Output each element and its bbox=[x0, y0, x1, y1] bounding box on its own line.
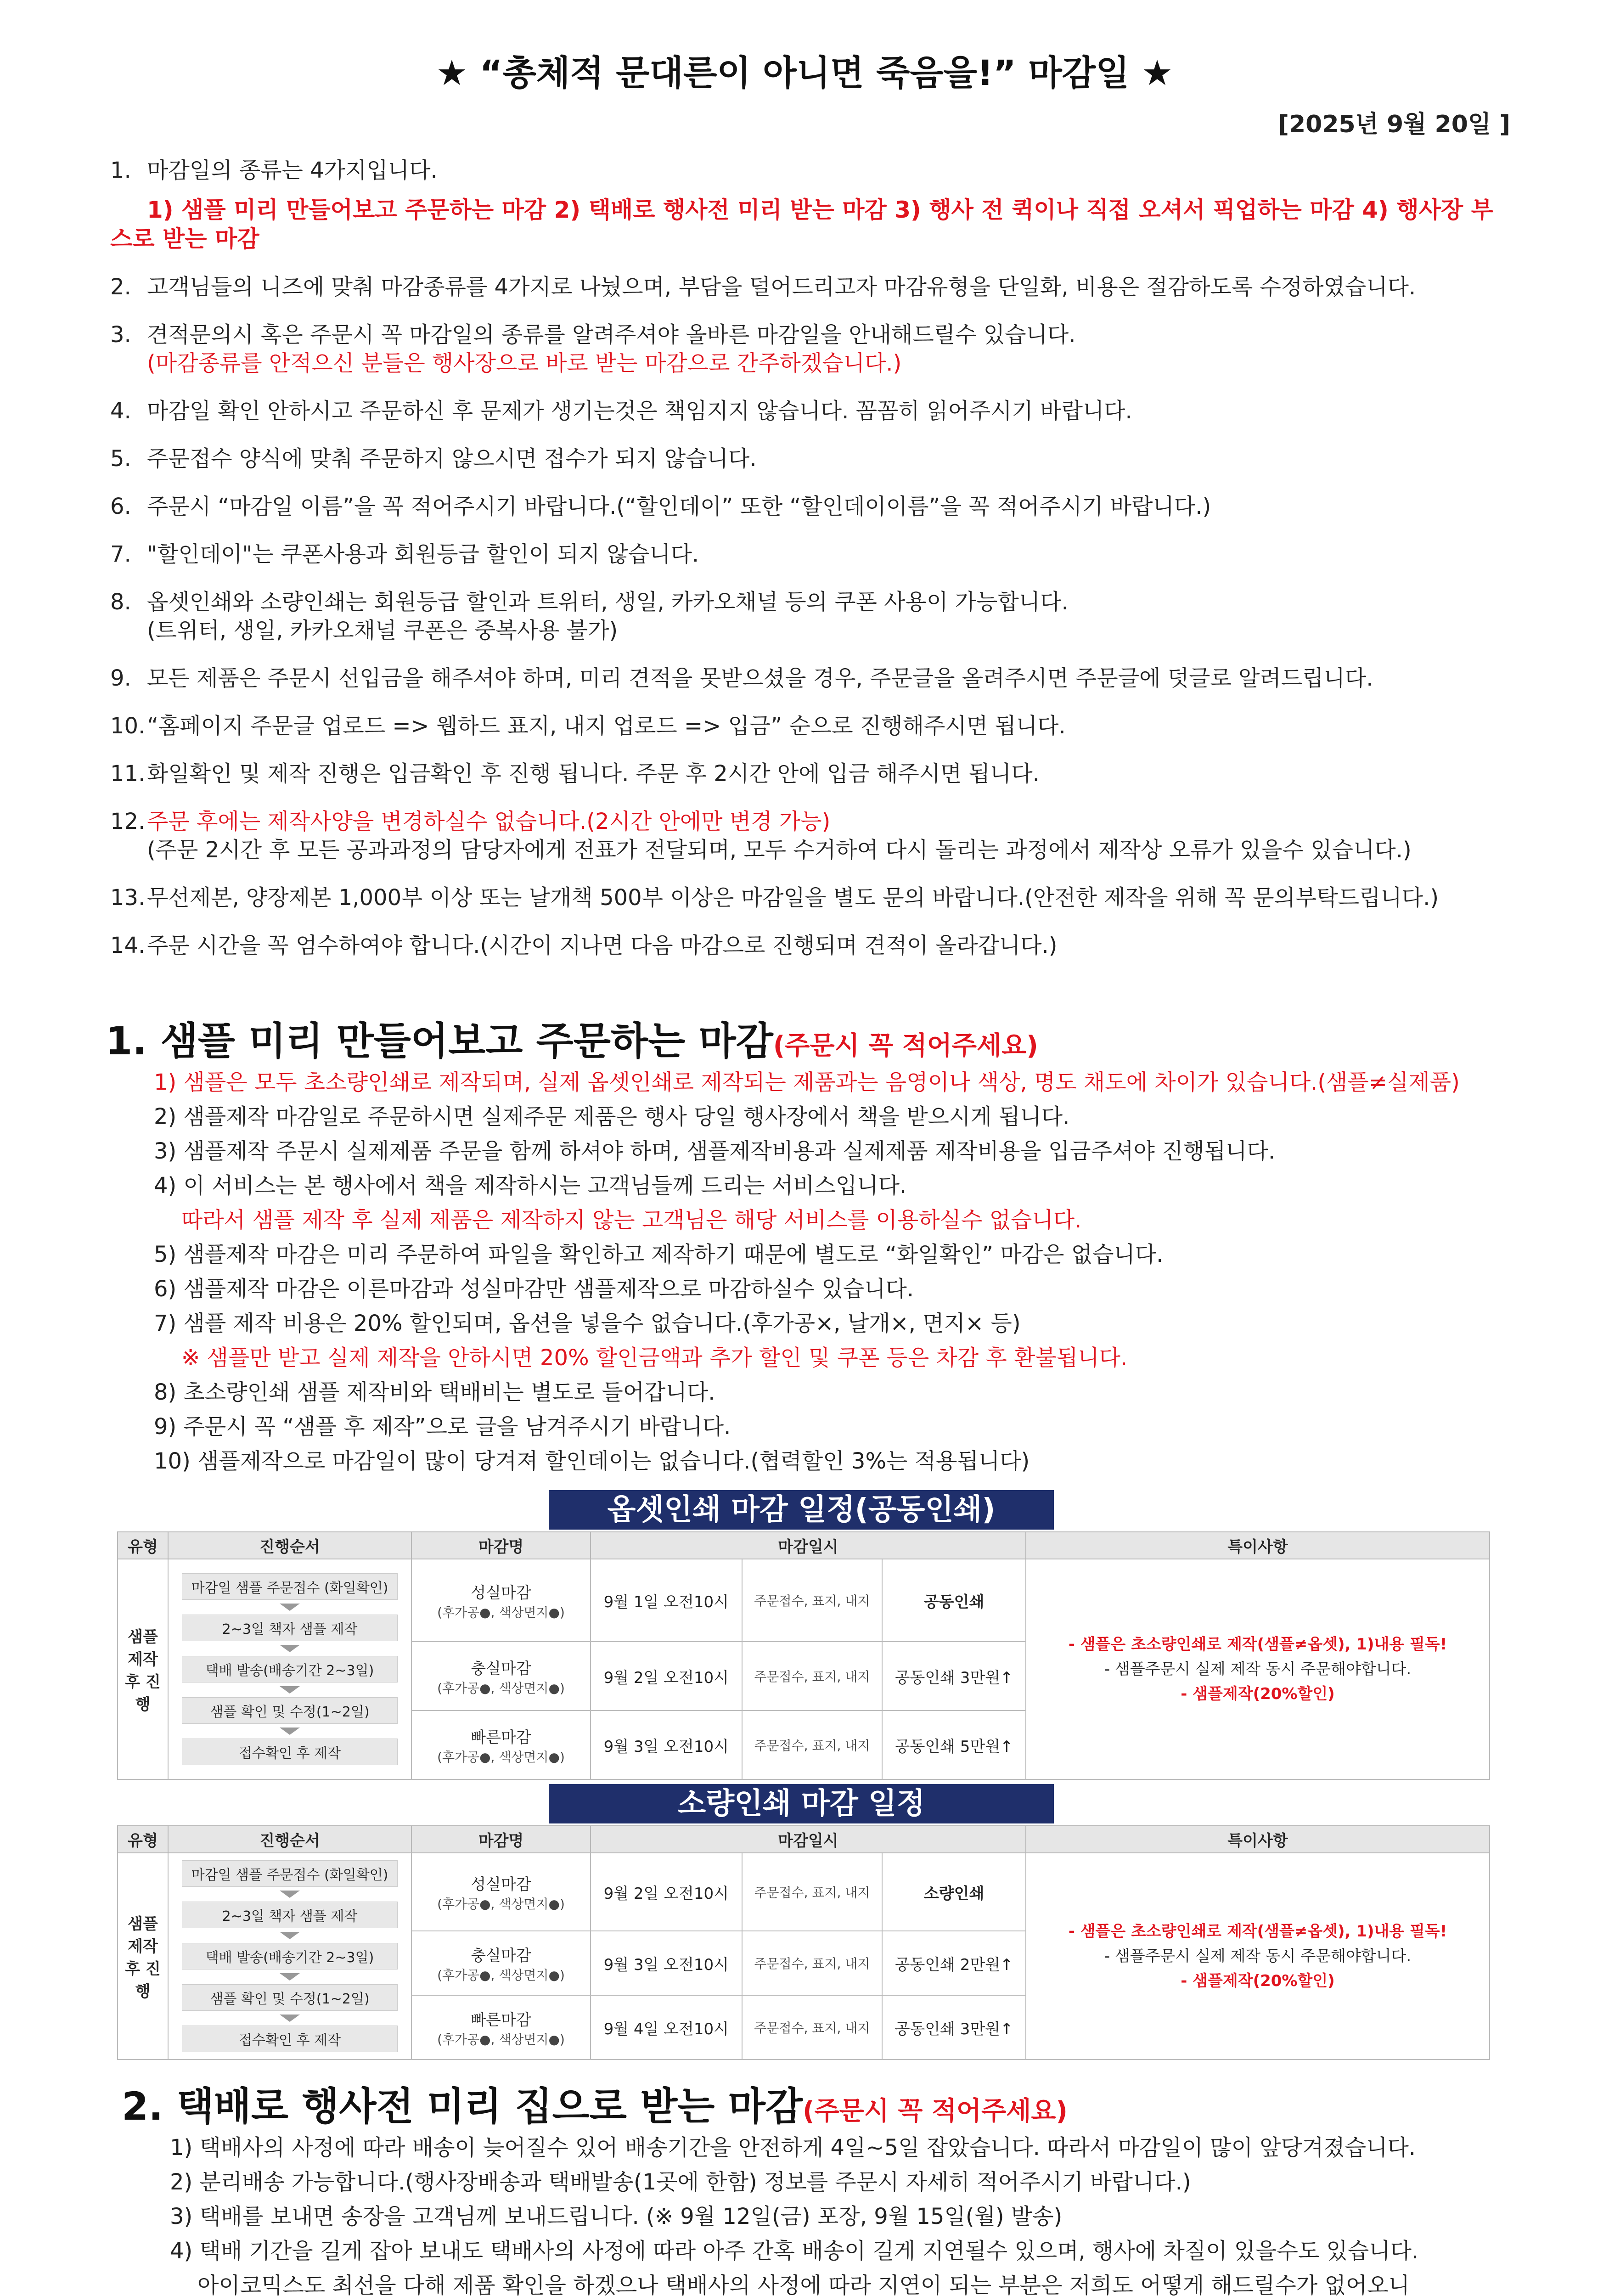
flow-step: 2~3일 책자 샘플 제작 bbox=[182, 1902, 398, 1928]
notice-item: 10.“홈페이지 주문글 업로드 => 웹하드 표지, 내지 업로드 => 입금” 순으로 진행해주시면 됩니다. bbox=[110, 713, 1066, 739]
deadline-date: 9월 2일 오전10시 bbox=[591, 1642, 742, 1711]
list-item: 3) 샘플제작 주문시 실제제품 주문을 함께 하셔야 하며, 샘플제작비용과 실제제품 제작비용을 입금주셔야 진행됩니다. bbox=[154, 1138, 1276, 1164]
deadline-spec: 주문접수, 표지, 내지 bbox=[742, 1559, 883, 1642]
remarks-cell: - 샘플은 초소량인쇄로 제작(샘플≠옵셋), 1)내용 필독! - 샘플주문시 실제 제작 동시 주문해야합니다. - 샘플제작(20%할인) bbox=[1026, 1853, 1490, 2060]
deadline-date: 9월 4일 오전10시 bbox=[591, 1995, 742, 2060]
deadline-spec: 주문접수, 표지, 내지 bbox=[742, 1853, 883, 1931]
flow-step: 샘플 확인 및 수정(1~2일) bbox=[182, 1697, 398, 1724]
col-header: 진행순서 bbox=[168, 1826, 411, 1853]
list-item: 1) 샘플은 모두 초소량인쇄로 제작되며, 실제 옵셋인쇄로 제작되는 제품과는 음영이나 색상, 명도 채도에 차이가 있습니다.(샘플≠실제품) bbox=[154, 1069, 1460, 1095]
deadline-date: 9월 3일 오전10시 bbox=[591, 1711, 742, 1779]
flow-step: 샘플 확인 및 수정(1~2일) bbox=[182, 1984, 398, 2011]
section2-list bbox=[170, 2131, 1547, 2296]
flow-step: 마감일 샘플 주문접수 (화일확인) bbox=[182, 1573, 398, 1600]
notice-item: (마감종류를 안적으신 분들은 행사장으로 바로 받는 마감으로 간주하겠습니다.) bbox=[147, 350, 902, 376]
remarks-cell: - 샘플은 초소량인쇄로 제작(샘플≠옵셋), 1)내용 필독! - 샘플주문시 실제 제작 동시 주문해야합니다. - 샘플제작(20%할인) bbox=[1026, 1559, 1490, 1779]
deadline-name: 빠른마감 (후가공●, 색상면지●) bbox=[411, 1711, 591, 1779]
deadline-spec: 주문접수, 표지, 내지 bbox=[742, 1711, 883, 1779]
list-item: 9) 주문시 꼭 “샘플 후 제작”으로 글을 남겨주시기 바랍니다. bbox=[154, 1414, 731, 1440]
notice-date: [2025년 9월 20일 ] bbox=[1278, 111, 1510, 138]
table2-banner: 소량인쇄 마감 일정 bbox=[549, 1784, 1054, 1823]
list-item: 따라서 샘플 제작 후 실제 제품은 제작하지 않는 고객님은 해당 서비스를 이용하실수 없습니다. bbox=[181, 1207, 1082, 1233]
deadline-date: 9월 1일 오전10시 bbox=[591, 1559, 742, 1642]
notice-item: 2. 고객님들의 니즈에 맞춰 마감종류를 4가지로 나눴으며, 부담을 덜어드리고자 마감유형을 단일화, 비용은 절감하도록 수정하였습니다. bbox=[110, 274, 1416, 300]
flow-step: 접수확인 후 제작 bbox=[182, 2026, 398, 2052]
deadline-spec: 주문접수, 표지, 내지 bbox=[742, 1642, 883, 1711]
notice-item: 8. 옵셋인쇄와 소량인쇄는 회원등급 할인과 트위터, 생일, 카카오채널 등의 쿠폰 사용이 가능합니다. bbox=[110, 589, 1069, 615]
deadline-name: 성실마감 (후가공●, 색상면지●) bbox=[411, 1559, 591, 1642]
list-item: 3) 택배를 보내면 송장을 고객님께 보내드립니다. (※ 9월 12일(금) 포장, 9월 15일(월) 발송) bbox=[170, 2204, 1063, 2229]
flow-cell bbox=[168, 1853, 411, 2060]
notice-item: 11.화일확인 및 제작 진행은 입금확인 후 진행 됩니다. 주문 후 2시간 안에 입금 해주시면 됩니다. bbox=[110, 761, 1040, 787]
deadline-result: 공동인쇄 bbox=[882, 1559, 1026, 1642]
notice-item: 12.주문 후에는 제작사양을 변경하실수 없습니다.(2시간 안에만 변경 가능) bbox=[110, 809, 831, 834]
notice-item: (트위터, 생일, 카카오채널 쿠폰은 중복사용 불가) bbox=[147, 618, 618, 643]
flow-step: 2~3일 책자 샘플 제작 bbox=[182, 1615, 398, 1641]
notice-item: 5. 주문접수 양식에 맞춰 주문하지 않으시면 접수가 되지 않습니다. bbox=[110, 446, 757, 472]
section1-heading: 1. 샘플 미리 만들어보고 주문하는 마감(주문시 꼭 적어주세요) bbox=[106, 1019, 1038, 1064]
list-item: 5) 샘플제작 마감은 미리 주문하여 파일을 확인하고 제작하기 때문에 별도로 “화일확인” 마감은 없습니다. bbox=[154, 1242, 1164, 1267]
flow-step: 접수확인 후 제작 bbox=[182, 1739, 398, 1765]
deadline-spec: 주문접수, 표지, 내지 bbox=[742, 1995, 883, 2060]
col-header: 특이사항 bbox=[1026, 1826, 1490, 1853]
deadline-result: 공동인쇄 3만원↑ bbox=[882, 1642, 1026, 1711]
deadline-name: 성실마감 (후가공●, 색상면지●) bbox=[411, 1853, 591, 1931]
deadline-result: 소량인쇄 bbox=[882, 1853, 1026, 1931]
col-header: 유형 bbox=[118, 1826, 168, 1853]
list-item: 4) 택배 기간을 길게 잡아 보내도 택배사의 사정에 따라 아주 간혹 배송이 길게 지연될수 있으며, 행사에 차질이 있을수도 있습니다. bbox=[170, 2238, 1419, 2264]
section1-list bbox=[154, 1065, 1531, 1479]
deadline-name: 충실마감 (후가공●, 색상면지●) bbox=[411, 1642, 591, 1711]
table1-banner: 옵셋인쇄 마감 일정(공동인쇄) bbox=[549, 1490, 1054, 1530]
col-header: 마감명 bbox=[411, 1826, 591, 1853]
notice-item: 13.무선제본, 양장제본 1,000부 이상 또는 날개책 500부 이상은 마감일을 별도 문의 바랍니다.(안전한 제작을 위해 꼭 문의부탁드립니다.) bbox=[110, 885, 1439, 911]
list-item: 아이코믹스도 최선을 다해 제품 확인을 하겠으나 택배사의 사정에 따라 지연이 되는 부분은 저희도 어떻게 해드릴수가 없어오니 bbox=[197, 2273, 1410, 2296]
notice-item: 9. 모든 제품은 주문시 선입금을 해주셔야 하며, 미리 견적을 못받으셨을 경우, 주문글을 올려주시면 주문글에 덧글로 알려드립니다. bbox=[110, 665, 1373, 691]
flow-step: 마감일 샘플 주문접수 (화일확인) bbox=[182, 1860, 398, 1887]
list-item: 8) 초소량인쇄 샘플 제작비와 택배비는 별도로 들어갑니다. bbox=[154, 1379, 715, 1405]
col-header: 마감일시 bbox=[591, 1532, 1026, 1559]
list-item: 7) 샘플 제작 비용은 20% 할인되며, 옵션을 넣을수 없습니다.(후가공×, 날개×, 면지× 등) bbox=[154, 1311, 1021, 1336]
notice-item: 4. 마감일 확인 안하시고 주문하신 후 문제가 생기는것은 책임지지 않습니다. 꼼꼼히 읽어주시기 바랍니다. bbox=[110, 398, 1132, 424]
deadline-date: 9월 3일 오전10시 bbox=[591, 1931, 742, 1995]
notice-item: (주문 2시간 후 모든 공과과정의 담당자에게 전표가 전달되며, 모두 수거하여 다시 돌리는 과정에서 제작상 오류가 있을수 있습니다.) bbox=[147, 837, 1412, 863]
list-item: 10) 샘플제작으로 마감일이 많이 당겨져 할인데이는 없습니다.(협력할인 3%는 적용됩니다) bbox=[154, 1448, 1030, 1474]
col-header: 유형 bbox=[118, 1532, 168, 1559]
notice-item: 14.주문 시간을 꼭 엄수하여야 합니다.(시간이 지나면 다음 마감으로 진행되며 견적이 올라갑니다.) bbox=[110, 933, 1058, 958]
list-item: 2) 샘플제작 마감일로 주문하시면 실제주문 제품은 행사 당일 행사장에서 책을 받으시게 됩니다. bbox=[154, 1104, 1070, 1130]
table1 bbox=[117, 1531, 1490, 1780]
notice-item: 1) 샘플 미리 만들어보고 주문하는 마감 2) 택배로 행사전 미리 받는 마감 3) 행사 전 퀵이나 직접 오셔서 픽업하는 마감 4) 행사장 부스로 받는 마감 bbox=[110, 197, 1493, 252]
deadline-name: 충실마감 (후가공●, 색상면지●) bbox=[411, 1931, 591, 1995]
list-item: 4) 이 서비스는 본 행사에서 책을 제작하시는 고객님들께 드리는 서비스입니다. bbox=[154, 1173, 907, 1199]
deadline-result: 공동인쇄 3만원↑ bbox=[882, 1995, 1026, 2060]
list-item: 6) 샘플제작 마감은 이른마감과 성실마감만 샘플제작으로 마감하실수 있습니다. bbox=[154, 1276, 914, 1302]
list-item: 1) 택배사의 사정에 따라 배송이 늦어질수 있어 배송기간을 안전하게 4일~5일 잡았습니다. 따라서 마감일이 많이 앞당겨졌습니다. bbox=[170, 2135, 1416, 2161]
section2-heading: 2. 택배로 행사전 미리 집으로 받는 마감(주문시 꼭 적어주세요) bbox=[122, 2084, 1068, 2129]
deadline-date: 9월 2일 오전10시 bbox=[591, 1853, 742, 1931]
deadline-result: 공동인쇄 2만원↑ bbox=[882, 1931, 1026, 1995]
notice-item: 6. 주문시 “마감일 이름”을 꼭 적어주시기 바랍니다.(“할인데이” 또한 “할인데이이름”을 꼭 적어주시기 바랍니다.) bbox=[110, 494, 1211, 519]
col-header: 진행순서 bbox=[168, 1532, 411, 1559]
flow-step: 택배 발송(배송기간 2~3일) bbox=[182, 1943, 398, 1970]
list-item: ※ 샘플만 받고 실제 제작을 안하시면 20% 할인금액과 추가 할인 및 쿠폰 등은 차감 후 환불됩니다. bbox=[181, 1345, 1128, 1371]
deadline-name: 빠른마감 (후가공●, 색상면지●) bbox=[411, 1995, 591, 2060]
flow-cell bbox=[168, 1559, 411, 1779]
deadline-result: 공동인쇄 5만원↑ bbox=[882, 1711, 1026, 1779]
type-cell: 샘플 제작 후 진행 bbox=[118, 1853, 168, 2060]
col-header: 마감명 bbox=[411, 1532, 591, 1559]
table2 bbox=[117, 1825, 1490, 2060]
notice-item: 1. 마감일의 종류는 4가지입니다. bbox=[110, 158, 438, 183]
type-cell: 샘플 제작 후 진행 bbox=[118, 1559, 168, 1779]
deadline-spec: 주문접수, 표지, 내지 bbox=[742, 1931, 883, 1995]
notice-list bbox=[110, 156, 1511, 960]
col-header: 마감일시 bbox=[591, 1826, 1026, 1853]
page-title: ★ “총체적 문대른이 아니면 죽음을!” 마감일 ★ bbox=[436, 52, 1173, 93]
notice-item: 3. 견적문의시 혹은 주문시 꼭 마감일의 종류를 알려주셔야 올바른 마감일을 안내해드릴수 있습니다. bbox=[110, 322, 1076, 348]
list-item: 2) 분리배송 가능합니다.(행사장배송과 택배발송(1곳에 한함) 정보를 주문시 자세히 적어주시기 바랍니다.) bbox=[170, 2169, 1191, 2195]
col-header: 특이사항 bbox=[1026, 1532, 1490, 1559]
notice-item: 7. "할인데이"는 쿠폰사용과 회원등급 할인이 되지 않습니다. bbox=[110, 541, 699, 567]
flow-step: 택배 발송(배송기간 2~3일) bbox=[182, 1656, 398, 1683]
